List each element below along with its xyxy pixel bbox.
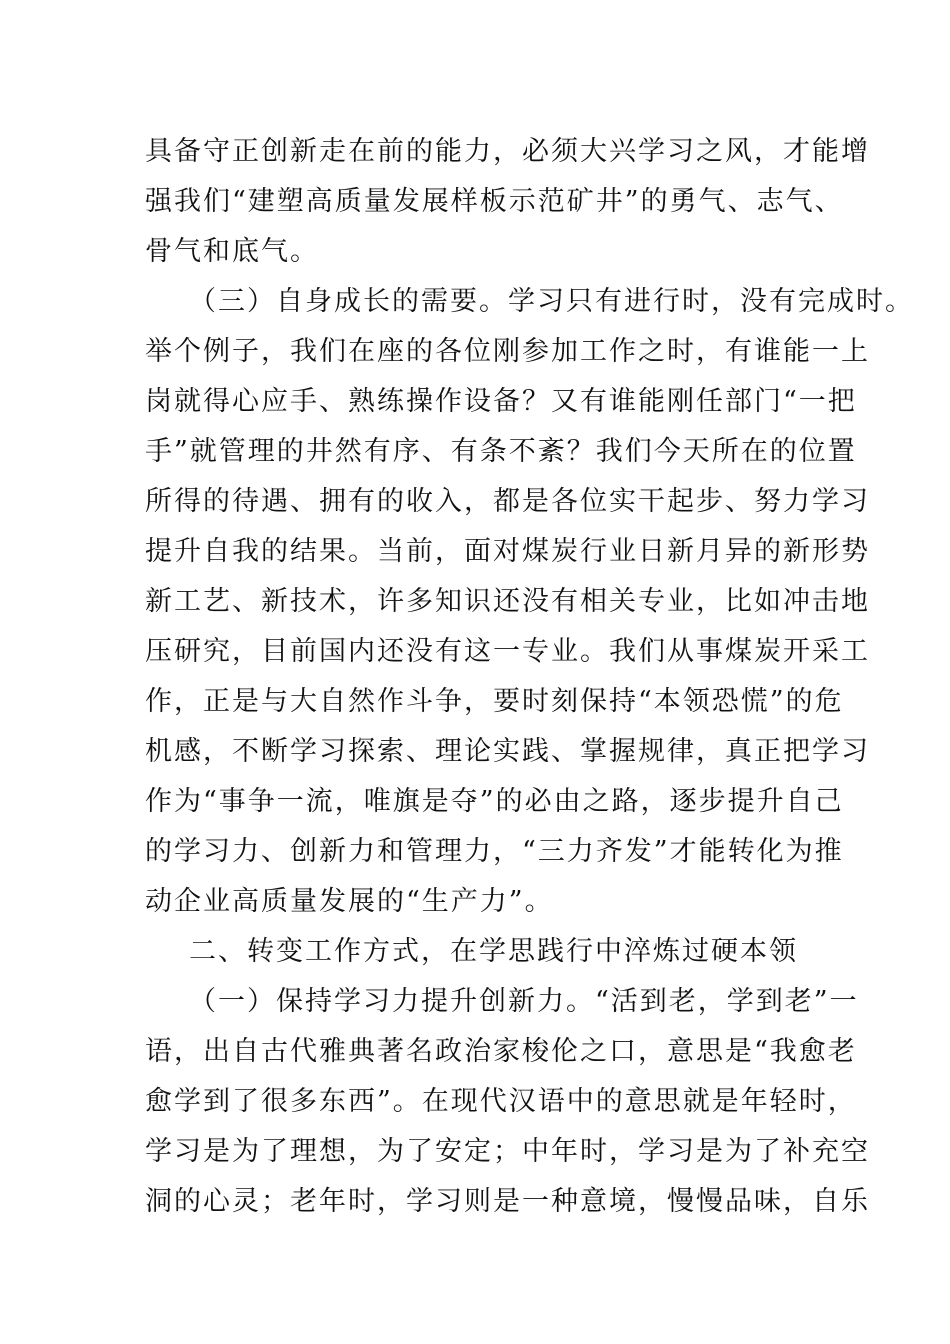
text-line: 提升自我的结果。当前，面对煤炭行业日新月异的新形势	[145, 536, 870, 567]
text-line: 举个例子，我们在座的各位刚参加工作之时，有谁能一上	[145, 336, 870, 367]
text-line: 骨气和底气。	[145, 236, 319, 267]
text-line: 语，出自古代雅典著名政治家梭伦之口，意思是“我愈老	[145, 1036, 857, 1067]
text-line: 压研究，目前国内还没有这一专业。我们从事煤炭开采工	[145, 636, 870, 667]
text-line: 的学习力、创新力和管理力，“三力齐发”才能转化为推	[145, 836, 844, 867]
text-line: 新工艺、新技术，许多知识还没有相关专业，比如冲击地	[145, 586, 870, 617]
text-line: 强我们“建塑高质量发展样板示范矿井”的勇气、志气、	[145, 186, 844, 217]
text-line: 愈学到了很多东西”。在现代汉语中的意思就是年轻时，	[145, 1086, 857, 1117]
text-line: 动企业高质量发展的“生产力”。	[145, 886, 554, 917]
text-line: 学习是为了理想，为了安定；中年时，学习是为了补充空	[145, 1136, 870, 1167]
text-line: 具备守正创新走在前的能力，必须大兴学习之风，才能增	[145, 136, 870, 167]
text-line: 所得的待遇、拥有的收入，都是各位实干起步、努力学习	[145, 486, 870, 517]
text-line: 作为“事争一流，唯旗是夺”的必由之路，逐步提升自己	[145, 786, 844, 817]
text-line: 机感，不断学习探索、理论实践、掌握规律，真正把学习	[145, 736, 870, 767]
text-line: 洞的心灵；老年时，学习则是一种意境，慢慢品味，自乐	[145, 1186, 870, 1217]
section-heading: （一）保持学习力提升创新力。“活到老，学到老”一	[189, 986, 859, 1017]
chapter-heading: 二、转变工作方式，在学思践行中淬炼过硬本领	[189, 936, 798, 967]
text-line: 作，正是与大自然作斗争，要时刻保持“本领恐慌”的危	[145, 686, 844, 717]
text-line: 手”就管理的井然有序、有条不紊？我们今天所在的位置	[145, 436, 857, 467]
section-heading: （三）自身成长的需要。学习只有进行时，没有完成时。	[189, 286, 914, 317]
text-line: 岗就得心应手、熟练操作设备？又有谁能刚任部门“一把	[145, 386, 857, 417]
